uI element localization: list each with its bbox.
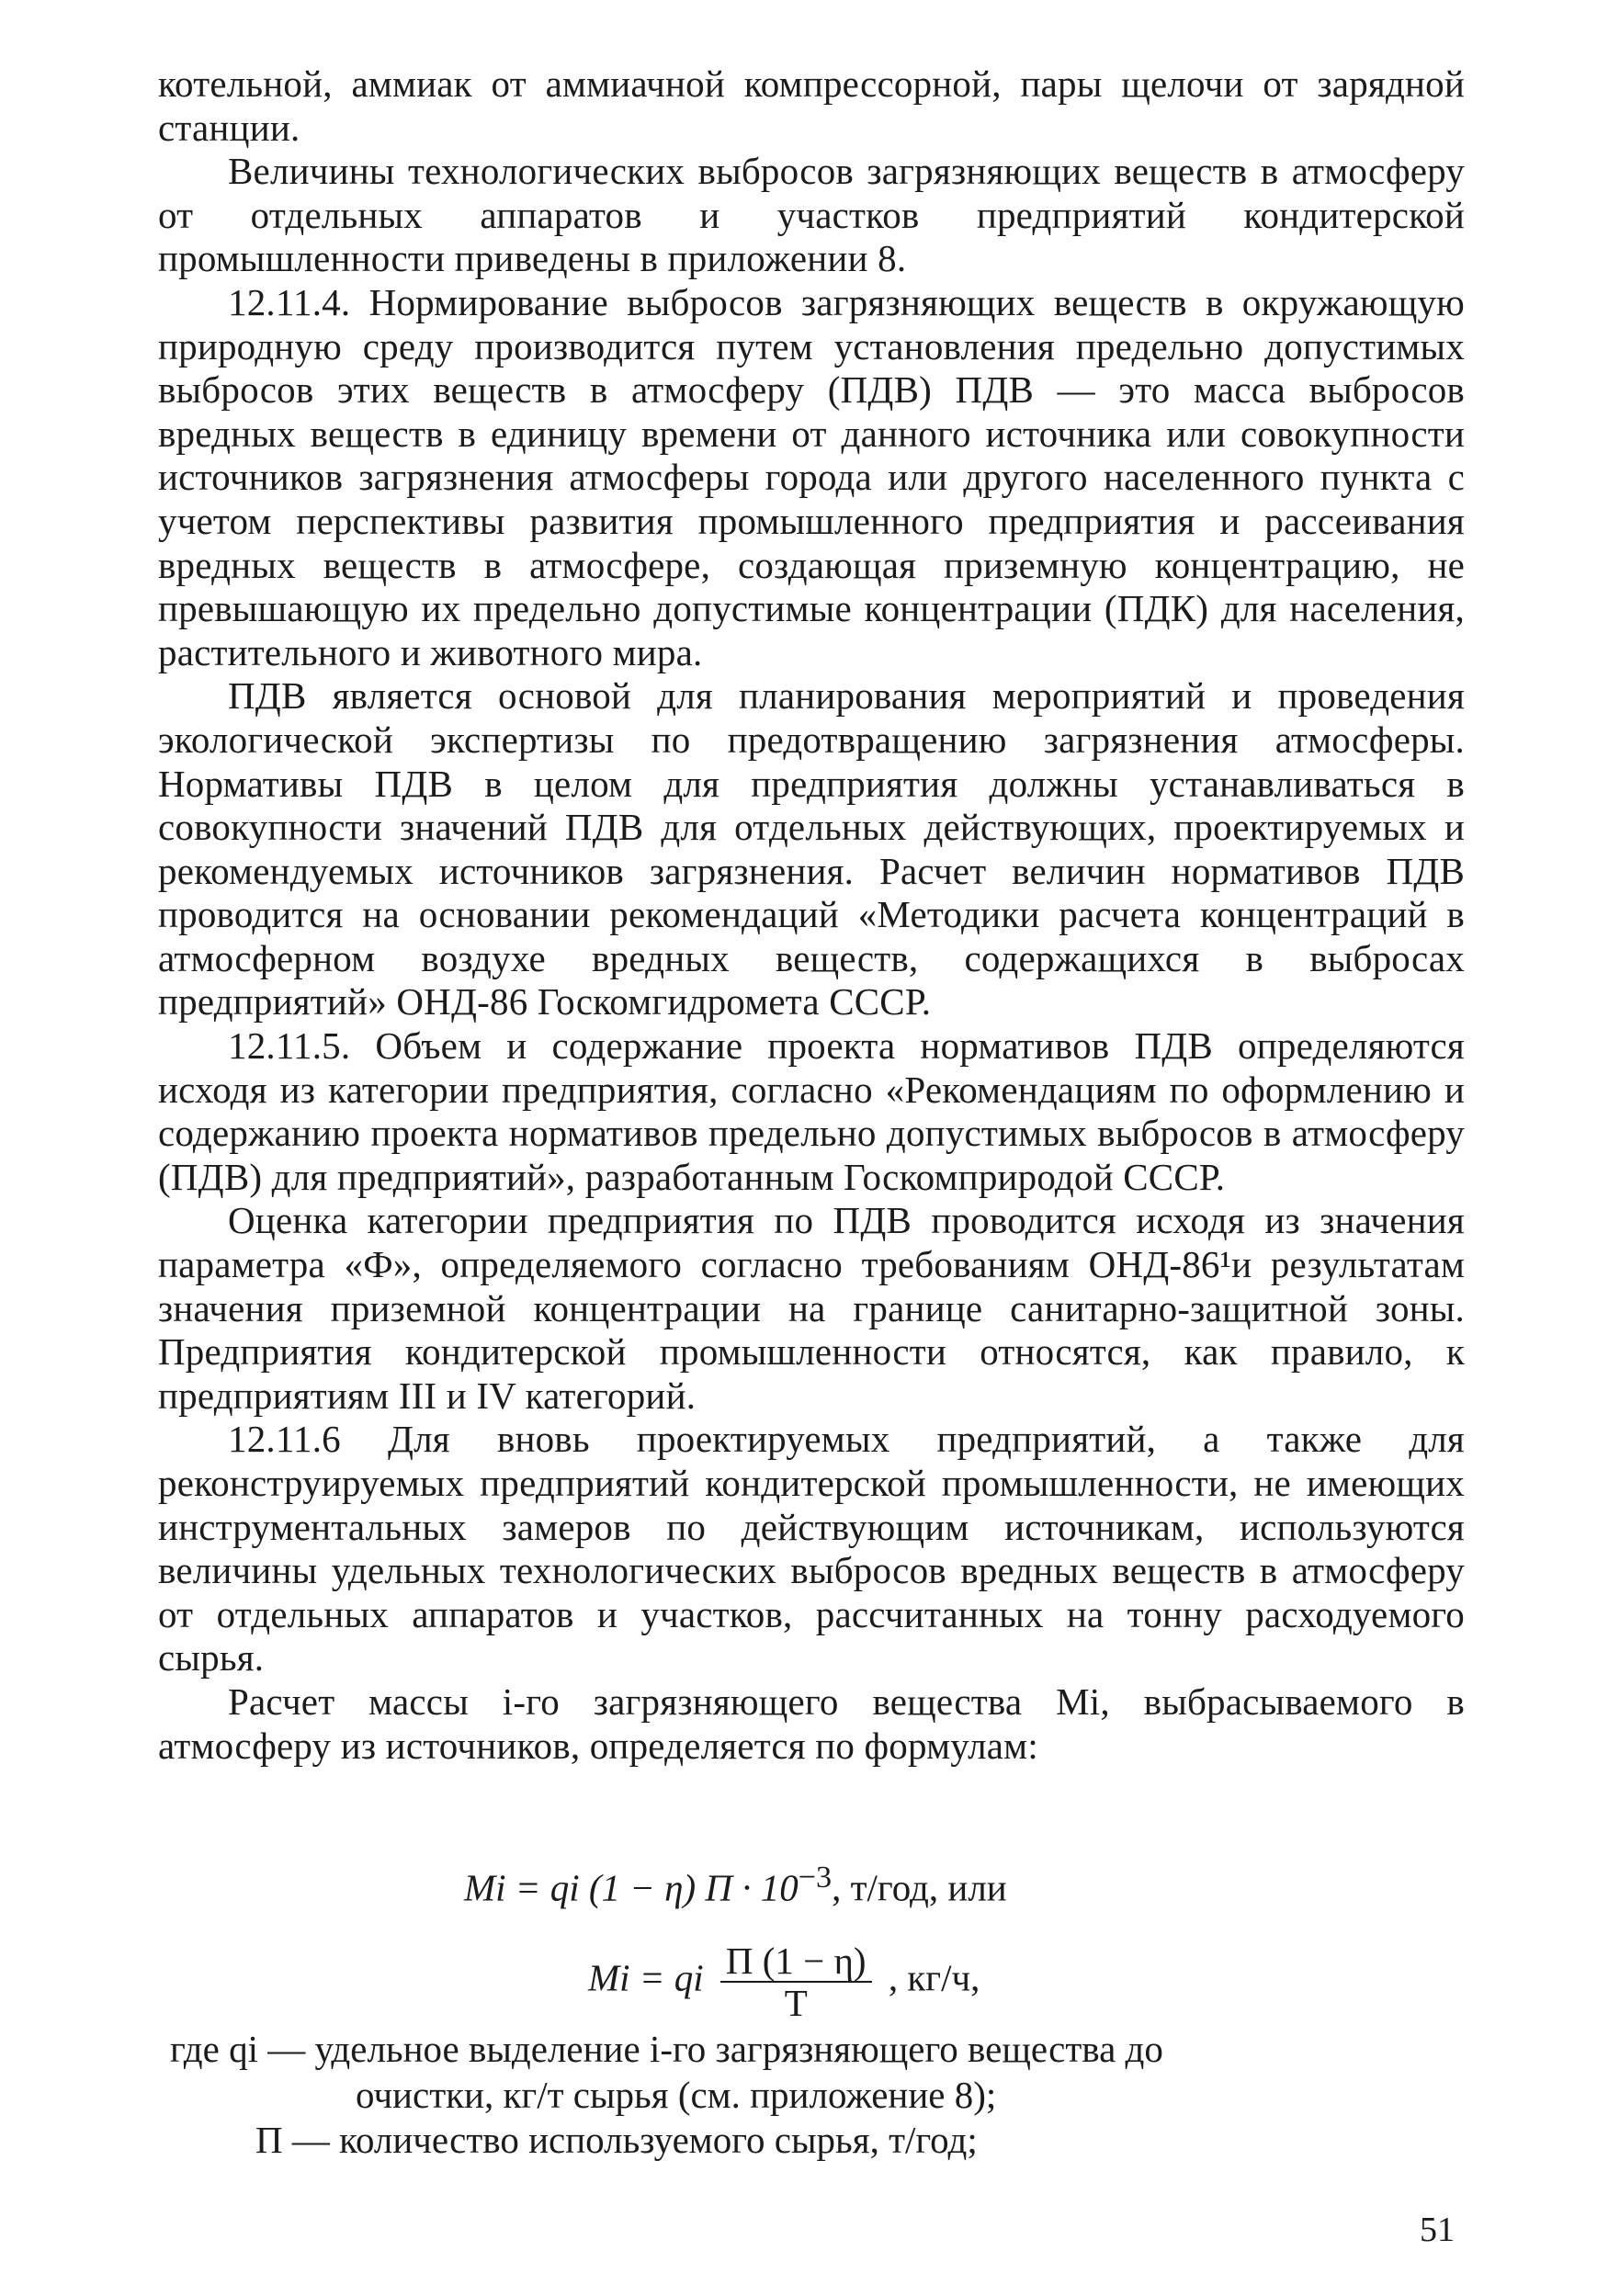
legend-item-p: П — количество используемого сырья, т/год; — [255, 2119, 978, 2161]
paragraph-5: 12.11.5. Объем и содержание проекта нормативов ПДВ определяются исходя из категории предприятия, согласно «Рекомендациям по оформлению и содержанию проекта нормативов предельно допустимых выбросов в атмосферу (ПДВ) для предприятий», разработанным Госкомприродой СССР. — [158, 1024, 1465, 1198]
formula-hourly — [588, 1940, 980, 2023]
paragraph-7: 12.11.6 Для вновь проектируемых предприятий, а также для реконструируемых предприятий кондитерской промышленности, не имеющих инструментальных замеров по действующим источникам, используются величины удельных технологических выбросов вредных веществ в атмосферу от отдельных аппаратов и участков, рассчитанных на тонну расходуемого сырья. — [158, 1418, 1465, 1680]
body-text — [158, 62, 1465, 1768]
legend-item-qi-continuation: очистки, кг/т сырья (см. приложение 8); — [356, 2074, 997, 2116]
paragraph-1: котельной, аммиак от аммиачной компрессорной, пары щелочи от зарядной станции. — [158, 62, 1465, 149]
paragraph-3: 12.11.4. Нормирование выбросов загрязняющих веществ в окружающую природную среду производится путем установления предельно допустимых выбросов этих веществ в атмосферу (ПДВ) ПДВ — это масса выбросов вредных веществ в единицу времени от данного источника или совокупности источников загрязнения атмосферы города или другого населенного пункта с учетом перспективы развития промышленного предприятия и рассеивания вредных веществ в атмосфере, создающая приземную концентрацию, не превышающую их предельно допустимые концентрации (ПДК) для населения, растительного и животного мира. — [158, 280, 1465, 673]
fraction-numerator: П (1 − η) — [720, 1940, 872, 1983]
fraction-denominator: T — [784, 1982, 808, 2024]
legend-item-qi: где qi — удельное выделение i-го загрязняющего вещества до — [170, 2028, 1163, 2070]
paragraph-6: Оценка категории предприятия по ПДВ проводится исходя из значения параметра «Ф», определяемого согласно требованиям ОНД-86¹и результатам значения приземной концентрации на границе санитарно-защитной зоны. Предприятия кондитерской промышленности относятся, как правило, к предприятиям III и IV категорий. — [158, 1199, 1465, 1417]
formula-annual-lhs: Mi = qi (1 − η) П · 10 — [464, 1866, 799, 1909]
formula-annual-exponent: −3 — [798, 1861, 833, 1894]
paragraph-4: ПДВ является основой для планирования мероприятий и проведения экологической экспертизы по предотвращению загрязнения атмосферы. Нормативы ПДВ в целом для предприятия должны устанавливаться в совокупности значений ПДВ для отдельных действующих, проектируемых и рекомендуемых источников загрязнения. Расчет величин нормативов ПДВ проводится на основании рекомендаций «Методики расчета концентраций в атмосферном воздухе вредных веществ, содержащихся в выбросах предприятий» ОНД-86 Госкомгидромета СССР. — [158, 674, 1465, 1024]
page-number: 51 — [1420, 2211, 1455, 2249]
paragraph-2: Величины технологических выбросов загрязняющих веществ в атмосферу от отдельных аппаратов и участков предприятий кондитерской промышленности приведены в приложении 8. — [158, 150, 1465, 280]
formula-annual-tail: , т/год, или — [832, 1866, 1007, 1909]
paragraph-8: Расчет массы i-го загрязняющего вещества Mi, выбрасываемого в атмосферу из источников, определяется по формулам: — [158, 1680, 1465, 1767]
formula-hourly-fraction — [720, 1940, 872, 2023]
formula-hourly-tail: , кг/ч, — [888, 1956, 980, 1999]
formula-hourly-lhs: Mi = qi — [588, 1956, 704, 1999]
formula-annual — [464, 1856, 1007, 1910]
